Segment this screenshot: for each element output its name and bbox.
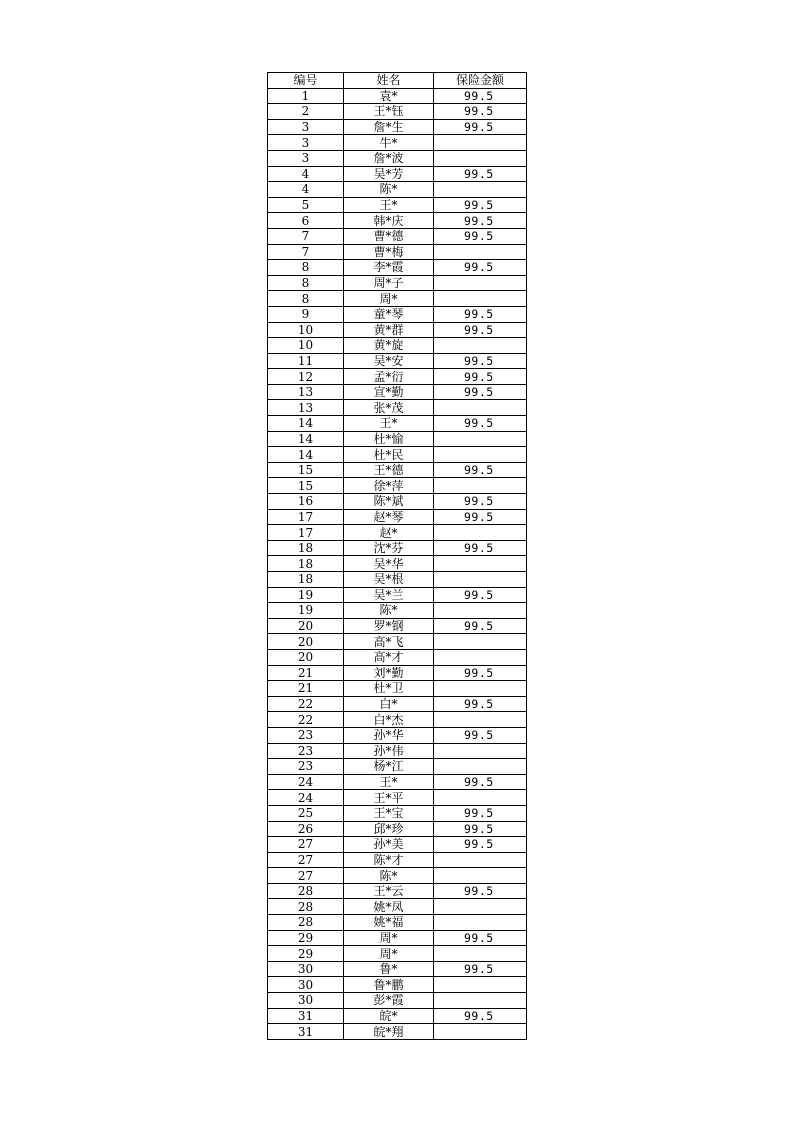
- table-row: [268, 166, 527, 182]
- cell-number: 29: [268, 930, 344, 946]
- cell-name: 高*飞: [344, 634, 434, 650]
- cell-number: 27: [268, 837, 344, 853]
- cell-number: 17: [268, 525, 344, 541]
- cell-name: 詹*波: [344, 150, 434, 166]
- cell-amount: 99.5: [434, 961, 527, 977]
- cell-number: 23: [268, 759, 344, 775]
- table-row: [268, 150, 527, 166]
- cell-amount: [434, 182, 527, 198]
- cell-amount: [434, 478, 527, 494]
- table-row: [268, 665, 527, 681]
- cell-number: 28: [268, 915, 344, 931]
- cell-amount: [434, 431, 527, 447]
- table-row: [268, 790, 527, 806]
- cell-number: 8: [268, 291, 344, 307]
- cell-name: 周*: [344, 946, 434, 962]
- cell-name: 姚*凤: [344, 899, 434, 915]
- cell-number: 30: [268, 961, 344, 977]
- table-row: [268, 213, 527, 229]
- cell-number: 7: [268, 244, 344, 260]
- table-row: [268, 494, 527, 510]
- cell-amount: 99.5: [434, 197, 527, 213]
- table-row: [268, 837, 527, 853]
- table-row: [268, 587, 527, 603]
- table-row: [268, 993, 527, 1009]
- cell-number: 11: [268, 353, 344, 369]
- cell-number: 5: [268, 197, 344, 213]
- cell-name: 徐*萍: [344, 478, 434, 494]
- cell-amount: [434, 150, 527, 166]
- cell-name: 詹*生: [344, 119, 434, 135]
- table-row: [268, 681, 527, 697]
- cell-amount: [434, 572, 527, 588]
- cell-name: 王*: [344, 774, 434, 790]
- table-row: [268, 338, 527, 354]
- cell-name: 孙*华: [344, 727, 434, 743]
- cell-name: 赵*琴: [344, 509, 434, 525]
- cell-number: 27: [268, 852, 344, 868]
- table-row: [268, 743, 527, 759]
- cell-number: 4: [268, 166, 344, 182]
- cell-name: 吴*安: [344, 353, 434, 369]
- cell-name: 黄*旋: [344, 338, 434, 354]
- cell-amount: [434, 681, 527, 697]
- table-row: [268, 322, 527, 338]
- cell-number: 9: [268, 306, 344, 322]
- cell-name: 王*平: [344, 790, 434, 806]
- table-row: [268, 946, 527, 962]
- header-row: [268, 73, 527, 89]
- table-row: [268, 182, 527, 198]
- cell-amount: 99.5: [434, 88, 527, 104]
- cell-amount: 99.5: [434, 306, 527, 322]
- cell-name: 陈*: [344, 603, 434, 619]
- cell-amount: 99.5: [434, 166, 527, 182]
- cell-name: 沈*芬: [344, 540, 434, 556]
- table-row: [268, 868, 527, 884]
- cell-name: 皖*翔: [344, 1024, 434, 1040]
- cell-name: 吴*芳: [344, 166, 434, 182]
- table-row: [268, 431, 527, 447]
- cell-number: 4: [268, 182, 344, 198]
- cell-number: 23: [268, 743, 344, 759]
- table-row: [268, 540, 527, 556]
- cell-number: 14: [268, 416, 344, 432]
- cell-name: 高*才: [344, 649, 434, 665]
- cell-number: 19: [268, 587, 344, 603]
- cell-name: 鲁*: [344, 961, 434, 977]
- cell-amount: 99.5: [434, 805, 527, 821]
- cell-name: 孙*美: [344, 837, 434, 853]
- cell-amount: 99.5: [434, 509, 527, 525]
- cell-number: 25: [268, 805, 344, 821]
- cell-number: 23: [268, 727, 344, 743]
- cell-name: 白*: [344, 696, 434, 712]
- table-row: [268, 961, 527, 977]
- cell-amount: 99.5: [434, 384, 527, 400]
- cell-name: 曹*德: [344, 228, 434, 244]
- cell-amount: 99.5: [434, 696, 527, 712]
- cell-number: 3: [268, 135, 344, 151]
- cell-name: 王*: [344, 416, 434, 432]
- table-row: [268, 244, 527, 260]
- cell-amount: 99.5: [434, 119, 527, 135]
- table-row: [268, 915, 527, 931]
- cell-name: 赵*: [344, 525, 434, 541]
- table-row: [268, 369, 527, 385]
- header-amount: 保险金额: [434, 73, 527, 89]
- cell-amount: [434, 712, 527, 728]
- cell-name: 杜*愉: [344, 431, 434, 447]
- table-row: [268, 821, 527, 837]
- cell-name: 周*: [344, 291, 434, 307]
- cell-number: 19: [268, 603, 344, 619]
- cell-name: 曹*梅: [344, 244, 434, 260]
- cell-amount: [434, 275, 527, 291]
- cell-amount: [434, 899, 527, 915]
- cell-amount: [434, 603, 527, 619]
- cell-amount: [434, 977, 527, 993]
- table-row: [268, 899, 527, 915]
- cell-name: 皖*: [344, 1008, 434, 1024]
- cell-number: 31: [268, 1024, 344, 1040]
- cell-number: 16: [268, 494, 344, 510]
- table-row: [268, 306, 527, 322]
- cell-name: 周*子: [344, 275, 434, 291]
- table-row: [268, 353, 527, 369]
- table-header: [268, 73, 527, 89]
- cell-number: 18: [268, 556, 344, 572]
- cell-number: 21: [268, 665, 344, 681]
- cell-number: 29: [268, 946, 344, 962]
- table-row: [268, 883, 527, 899]
- table-row: [268, 852, 527, 868]
- cell-name: 张*茂: [344, 400, 434, 416]
- cell-amount: 99.5: [434, 883, 527, 899]
- cell-number: 15: [268, 478, 344, 494]
- cell-number: 14: [268, 447, 344, 463]
- cell-name: 孙*伟: [344, 743, 434, 759]
- cell-amount: [434, 1024, 527, 1040]
- cell-number: 20: [268, 634, 344, 650]
- cell-amount: 99.5: [434, 930, 527, 946]
- cell-number: 21: [268, 681, 344, 697]
- table-row: [268, 572, 527, 588]
- table-row: [268, 88, 527, 104]
- cell-number: 28: [268, 883, 344, 899]
- table-row: [268, 977, 527, 993]
- cell-number: 14: [268, 431, 344, 447]
- table-row: [268, 696, 527, 712]
- cell-amount: [434, 915, 527, 931]
- table-row: [268, 1008, 527, 1024]
- cell-amount: [434, 759, 527, 775]
- cell-amount: 99.5: [434, 665, 527, 681]
- cell-amount: [434, 291, 527, 307]
- cell-name: 刘*勤: [344, 665, 434, 681]
- cell-number: 30: [268, 993, 344, 1009]
- cell-amount: [434, 946, 527, 962]
- cell-amount: 99.5: [434, 727, 527, 743]
- cell-amount: [434, 634, 527, 650]
- cell-amount: 99.5: [434, 353, 527, 369]
- table-row: [268, 260, 527, 276]
- header-name: 姓名: [344, 73, 434, 89]
- cell-number: 28: [268, 899, 344, 915]
- cell-name: 吴*根: [344, 572, 434, 588]
- table-row: [268, 556, 527, 572]
- cell-amount: 99.5: [434, 213, 527, 229]
- cell-name: 邱*珍: [344, 821, 434, 837]
- cell-amount: 99.5: [434, 322, 527, 338]
- cell-amount: [434, 244, 527, 260]
- cell-name: 鲁*鹏: [344, 977, 434, 993]
- cell-number: 8: [268, 260, 344, 276]
- table-row: [268, 930, 527, 946]
- cell-name: 彭*霞: [344, 993, 434, 1009]
- cell-amount: [434, 868, 527, 884]
- cell-name: 孟*衍: [344, 369, 434, 385]
- cell-amount: 99.5: [434, 104, 527, 120]
- table-row: [268, 400, 527, 416]
- cell-amount: 99.5: [434, 416, 527, 432]
- table-row: [268, 727, 527, 743]
- cell-amount: 99.5: [434, 774, 527, 790]
- cell-amount: 99.5: [434, 618, 527, 634]
- cell-number: 12: [268, 369, 344, 385]
- cell-number: 1: [268, 88, 344, 104]
- cell-number: 31: [268, 1008, 344, 1024]
- cell-number: 17: [268, 509, 344, 525]
- cell-amount: 99.5: [434, 260, 527, 276]
- cell-name: 宣*勤: [344, 384, 434, 400]
- cell-amount: 99.5: [434, 587, 527, 603]
- cell-amount: 99.5: [434, 821, 527, 837]
- cell-number: 6: [268, 213, 344, 229]
- cell-name: 陈*才: [344, 852, 434, 868]
- cell-number: 24: [268, 774, 344, 790]
- table-row: [268, 119, 527, 135]
- table-row: [268, 462, 527, 478]
- cell-name: 牛*: [344, 135, 434, 151]
- cell-amount: [434, 556, 527, 572]
- cell-name: 吴*华: [344, 556, 434, 572]
- cell-number: 2: [268, 104, 344, 120]
- cell-amount: [434, 400, 527, 416]
- table-row: [268, 759, 527, 775]
- cell-number: 20: [268, 618, 344, 634]
- table-row: [268, 275, 527, 291]
- cell-number: 13: [268, 384, 344, 400]
- cell-number: 30: [268, 977, 344, 993]
- table-row: [268, 603, 527, 619]
- cell-amount: [434, 790, 527, 806]
- cell-amount: 99.5: [434, 837, 527, 853]
- cell-name: 姚*福: [344, 915, 434, 931]
- table-row: [268, 135, 527, 151]
- table-row: [268, 618, 527, 634]
- cell-amount: [434, 525, 527, 541]
- cell-amount: 99.5: [434, 462, 527, 478]
- cell-name: 黄*群: [344, 322, 434, 338]
- table-row: [268, 384, 527, 400]
- cell-number: 15: [268, 462, 344, 478]
- cell-number: 8: [268, 275, 344, 291]
- cell-number: 18: [268, 572, 344, 588]
- cell-amount: [434, 743, 527, 759]
- cell-number: 13: [268, 400, 344, 416]
- cell-amount: [434, 649, 527, 665]
- cell-number: 24: [268, 790, 344, 806]
- table-row: [268, 478, 527, 494]
- table-row: [268, 649, 527, 665]
- cell-name: 周*: [344, 930, 434, 946]
- cell-number: 20: [268, 649, 344, 665]
- cell-name: 陈*: [344, 182, 434, 198]
- table-row: [268, 416, 527, 432]
- header-number: 编号: [268, 73, 344, 89]
- cell-name: 罗*钢: [344, 618, 434, 634]
- cell-name: 王*: [344, 197, 434, 213]
- cell-number: 22: [268, 696, 344, 712]
- cell-name: 陈*: [344, 868, 434, 884]
- cell-name: 王*宝: [344, 805, 434, 821]
- cell-amount: [434, 338, 527, 354]
- table-body: [268, 88, 527, 1039]
- cell-amount: 99.5: [434, 228, 527, 244]
- cell-name: 袁*: [344, 88, 434, 104]
- table-row: [268, 447, 527, 463]
- cell-amount: 99.5: [434, 494, 527, 510]
- cell-name: 王*云: [344, 883, 434, 899]
- table-row: [268, 509, 527, 525]
- cell-amount: 99.5: [434, 369, 527, 385]
- cell-name: 王*德: [344, 462, 434, 478]
- table-row: [268, 104, 527, 120]
- cell-amount: [434, 852, 527, 868]
- cell-amount: [434, 993, 527, 1009]
- cell-amount: [434, 135, 527, 151]
- cell-number: 7: [268, 228, 344, 244]
- insurance-roster-sheet: [267, 72, 526, 1040]
- cell-amount: 99.5: [434, 540, 527, 556]
- insurance-roster-table: [267, 72, 527, 1040]
- cell-number: 3: [268, 119, 344, 135]
- cell-name: 李*霞: [344, 260, 434, 276]
- cell-name: 杨*江: [344, 759, 434, 775]
- cell-name: 杜*民: [344, 447, 434, 463]
- cell-name: 童*琴: [344, 306, 434, 322]
- table-row: [268, 634, 527, 650]
- cell-amount: 99.5: [434, 1008, 527, 1024]
- cell-number: 26: [268, 821, 344, 837]
- table-row: [268, 1024, 527, 1040]
- cell-amount: [434, 447, 527, 463]
- cell-name: 吴*兰: [344, 587, 434, 603]
- table-row: [268, 525, 527, 541]
- table-row: [268, 291, 527, 307]
- cell-name: 陈*斌: [344, 494, 434, 510]
- cell-number: 10: [268, 338, 344, 354]
- table-row: [268, 228, 527, 244]
- cell-number: 27: [268, 868, 344, 884]
- cell-number: 22: [268, 712, 344, 728]
- cell-name: 王*钰: [344, 104, 434, 120]
- table-row: [268, 712, 527, 728]
- cell-name: 杜*卫: [344, 681, 434, 697]
- cell-number: 10: [268, 322, 344, 338]
- cell-number: 18: [268, 540, 344, 556]
- table-row: [268, 805, 527, 821]
- cell-name: 白*杰: [344, 712, 434, 728]
- cell-number: 3: [268, 150, 344, 166]
- table-row: [268, 197, 527, 213]
- cell-name: 韩*庆: [344, 213, 434, 229]
- table-row: [268, 774, 527, 790]
